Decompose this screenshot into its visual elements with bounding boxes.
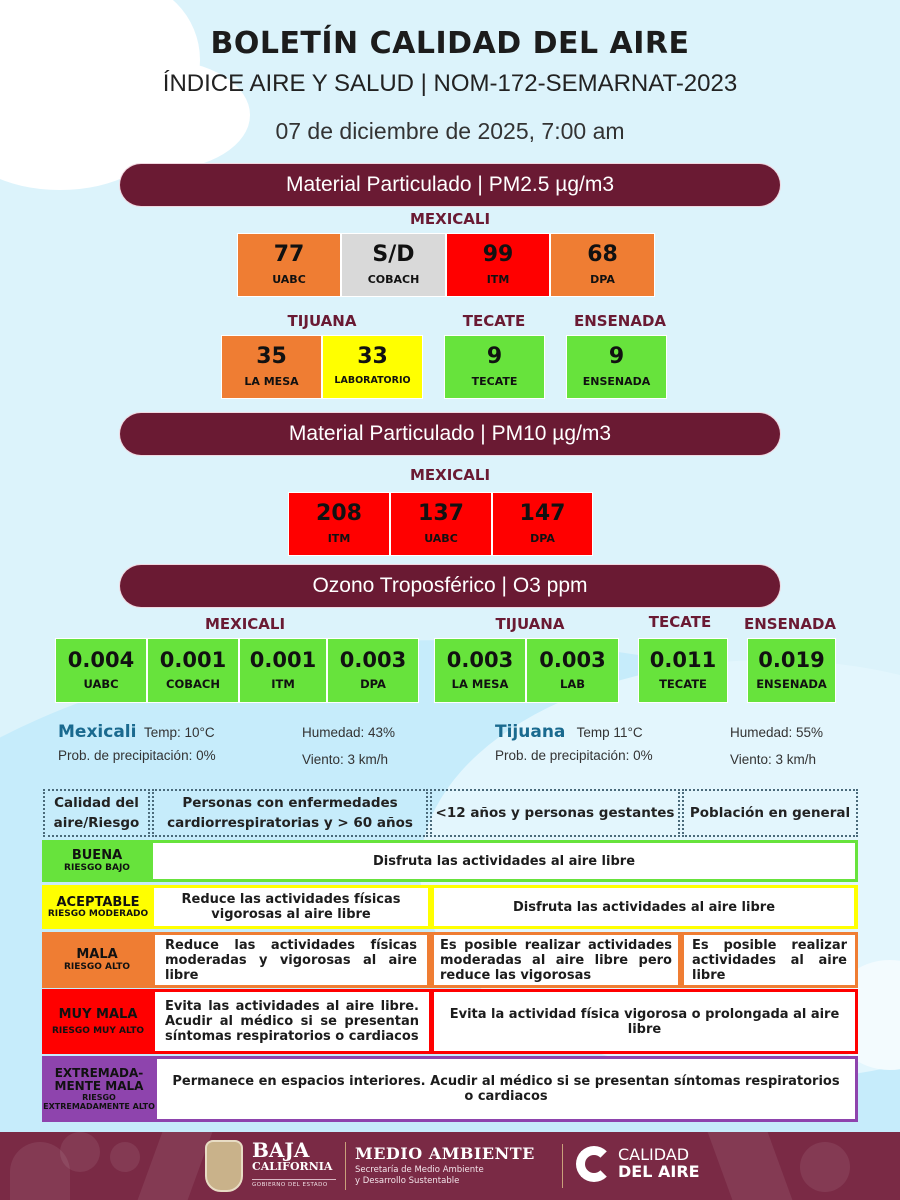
footer-brand-line1: CALIDAD — [618, 1145, 690, 1164]
footer-agency: MEDIO AMBIENTE — [355, 1144, 535, 1163]
pm10-mexicali-label: MEXICALI — [409, 466, 491, 484]
footer-agency-sub2: y Desarrollo Sustentable — [355, 1176, 460, 1186]
risk-level-muy-mala: MUY MALA RIESGO MUY ALTO — [52, 1006, 144, 1036]
risk-level-mala: MALA RIESGO ALTO — [63, 947, 131, 972]
o3-station-dpa: 0.003 DPA — [327, 638, 419, 703]
weather-tijuana — [495, 722, 643, 742]
risk-level-aceptable: ACEPTABLE RIESGO MODERADO — [47, 894, 149, 919]
weather-tijuana-precip: Prob. de precipitación: 0% — [495, 748, 653, 763]
weather-tijuana-temp: Temp 11°C — [576, 725, 643, 740]
risk-level-buena: BUENA RIESGO BAJO — [64, 848, 130, 873]
weather-tijuana-humidity: Humedad: 55% — [730, 725, 824, 740]
pm10-banner: Material Particulado | PM10 µg/m3 — [120, 413, 780, 455]
weather-mexicali-humidity: Humedad: 43% — [302, 725, 396, 740]
o3-mexicali-label: MEXICALI — [204, 615, 286, 633]
risk-msg-muy-mala-rest: Evita la actividad física vigorosa o prolongada al aire libre — [434, 992, 855, 1051]
o3-ensenada-label: ENSENADA — [743, 615, 837, 633]
footer — [0, 1132, 900, 1200]
risk-header-cardio: Personas con enfermedades cardiorrespiratorias y > 60 años — [152, 789, 428, 837]
footer-brand-line2: DEL AIRE — [618, 1162, 700, 1181]
risk-msg-extremadamente-mala-all: Permanece en espacios interiores. Acudir al médico si se presentan síntomas respiratorios o cardiacos — [157, 1059, 855, 1119]
o3-tijuana-label: TIJUANA — [495, 615, 565, 633]
pm25-station-dpa: 68 DPA — [550, 233, 655, 297]
weather-mexicali-city: Mexicali — [58, 722, 137, 742]
pm25-station-tecate: 9 TECATE — [444, 335, 545, 399]
risk-msg-muy-mala-cardio: Evita las actividades al aire libre. Acudir al médico si se presentan síntomas respiratorios o cardiacos — [155, 992, 429, 1051]
risk-msg-mala-cardio: Reduce las actividades físicas moderadas y vigorosas al aire libre — [155, 935, 427, 985]
footer-state-line3: GOBIERNO DEL ESTADO — [252, 1179, 336, 1188]
risk-msg-mala-children: Es posible realizar actividades moderadas al aire libre pero reduce las vigorosas — [434, 935, 678, 985]
pm25-banner: Material Particulado | PM2.5 µg/m3 — [120, 164, 780, 206]
o3-tecate-label: TECATE — [648, 613, 712, 631]
pm25-station-uabc: 77 UABC — [237, 233, 341, 297]
footer-state-line1: BAJA — [252, 1138, 310, 1162]
o3-station-ensenada: 0.019 ENSENADA — [747, 638, 836, 703]
risk-level-extremadamente-mala: EXTREMADA-MENTE MALA RIESGO EXTREMADAMENTE ALTO — [43, 1066, 155, 1111]
baja-california-crest-icon — [205, 1140, 243, 1192]
pm25-station-laboratorio: 33 LABORATORIO — [322, 335, 423, 399]
page-title: BOLETÍN CALIDAD DEL AIRE — [210, 26, 690, 61]
footer-divider-2 — [562, 1144, 563, 1188]
weather-mexicali-temp: Temp: 10°C — [143, 725, 215, 740]
weather-mexicali-precip: Prob. de precipitación: 0% — [58, 748, 216, 763]
footer-state-line2: CALIFORNIA — [252, 1160, 333, 1173]
footer-divider — [345, 1142, 346, 1190]
weather-mexicali-wind: Viento: 3 km/h — [302, 752, 389, 767]
pm25-tijuana-label: TIJUANA — [287, 312, 357, 330]
weather-mexicali — [58, 722, 215, 742]
pm10-station-dpa: 147 DPA — [492, 492, 593, 556]
pm10-station-uabc: 137 UABC — [390, 492, 492, 556]
pm25-station-itm: 99 ITM — [446, 233, 550, 297]
risk-header-children: <12 años y personas gestantes — [430, 789, 680, 837]
pm25-station-ensenada: 9 ENSENADA — [566, 335, 667, 399]
pm25-tecate-label: TECATE — [462, 312, 526, 330]
pm10-station-itm: 208 ITM — [288, 492, 390, 556]
o3-station-itm: 0.001 ITM — [239, 638, 327, 703]
footer-agency-sub1: Secretaría de Medio Ambiente — [355, 1165, 484, 1175]
calidad-del-aire-logo-icon — [576, 1146, 612, 1182]
pm25-mexicali-label: MEXICALI — [409, 210, 491, 228]
risk-msg-mala-general: Es posible realizar actividades al aire libre — [684, 935, 855, 985]
o3-station-lab: 0.003 LAB — [526, 638, 619, 703]
pm25-station-cobach: S/D COBACH — [341, 233, 446, 297]
o3-station-uabc: 0.004 UABC — [55, 638, 147, 703]
weather-tijuana-wind: Viento: 3 km/h — [730, 752, 817, 767]
risk-header-general: Población en general — [682, 789, 858, 837]
pm25-station-la-mesa: 35 LA MESA — [221, 335, 322, 399]
o3-station-cobach: 0.001 COBACH — [147, 638, 239, 703]
page-subtitle: ÍNDICE AIRE Y SALUD | NOM-172-SEMARNAT-2023 — [162, 70, 738, 97]
risk-msg-aceptable-rest: Disfruta las actividades al aire libre — [434, 888, 854, 926]
o3-station-la-mesa: 0.003 LA MESA — [434, 638, 526, 703]
risk-msg-aceptable-cardio: Reduce las actividades físicas vigorosas al aire libre — [154, 888, 428, 926]
risk-header-level: Calidad del aire/Riesgo — [43, 789, 150, 837]
o3-station-tecate: 0.011 TECATE — [638, 638, 728, 703]
weather-tijuana-city: Tijuana — [495, 722, 566, 742]
bulletin-date: 07 de diciembre de 2025, 7:00 am — [275, 118, 625, 144]
risk-msg-buena-all: Disfruta las actividades al aire libre — [153, 843, 855, 879]
o3-banner: Ozono Troposférico | O3 ppm — [120, 565, 780, 607]
pm25-ensenada-label: ENSENADA — [573, 312, 667, 330]
